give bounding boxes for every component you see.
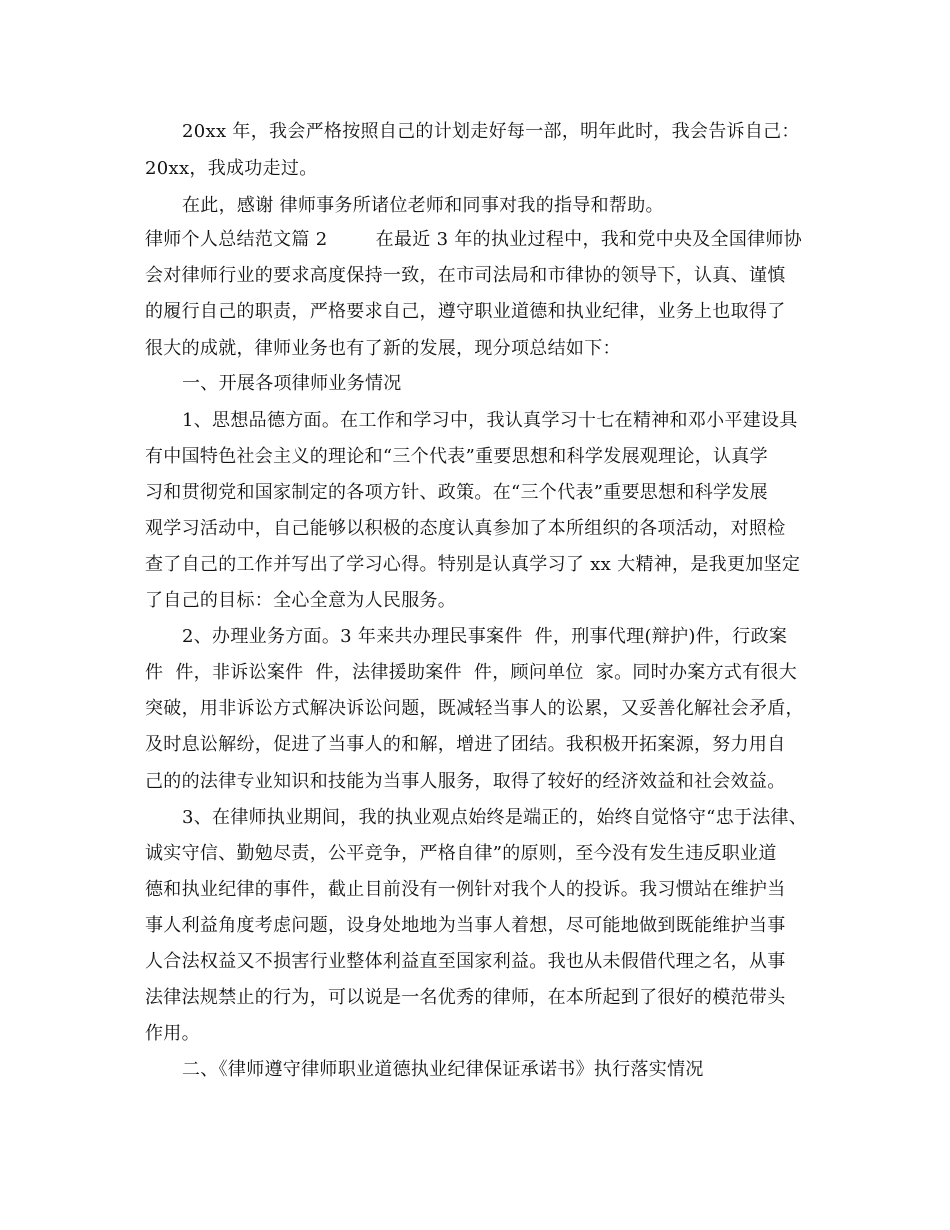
- paragraph-line: 诚实守信、勤勉尽责，公平竞争，严格自律”的原则，至今没有发生违反职业道: [145, 843, 777, 864]
- paragraph-line: 了自己的目标：全心全意为人民服务。: [145, 590, 457, 611]
- paragraph-line: 德和执业纪律的事件，截止目前没有一例针对我个人的投诉。我习惯站在维护当: [145, 879, 786, 900]
- paragraph-line: 2、办理业务方面。3 年来共办理民事案件 件，刑事代理(辩护)件，行政案: [182, 626, 788, 647]
- paragraph-line: 在此，感谢 律师事务所诸位老师和同事对我的指导和帮助。: [182, 195, 664, 216]
- section-heading-line: 律师个人总结范文篇 2 在最近 3 年的执业过程中，我和党中央及全国律师协: [145, 229, 803, 250]
- paragraph-line: 的履行自己的职责，严格要求自己，遵守职业道德和执业纪律，业务上也取得了: [145, 301, 786, 322]
- paragraph-line: 1、思想品德方面。在工作和学习中，我认真学习十七在精神和邓小平建设具: [182, 410, 798, 431]
- paragraph-line: 观学习活动中，自己能够以积极的态度认真参加了本所组织的各项活动，对照检: [145, 518, 786, 539]
- paragraph-line: 习和贯彻党和国家制定的各项方针、政策。在“三个代表”重要思想和科学发展: [145, 482, 768, 503]
- paragraph-line: 会对律师行业的要求高度保持一致，在市司法局和市律协的领导下，认真、谨慎: [145, 265, 786, 286]
- paragraph-line: 己的的法律专业知识和技能为当事人服务，取得了较好的经济效益和社会效益。: [145, 771, 786, 792]
- paragraph-line: 件 件，非诉讼案件 件，法律援助案件 件，顾问单位 家。同时办案方式有很大: [145, 662, 798, 683]
- paragraph-line: 很大的成就，律师业务也有了新的发展，现分项总结如下：: [145, 338, 621, 359]
- paragraph-line: 查了自己的工作并写出了学习心得。特别是认真学习了 xx 大精神，是我更加坚定: [145, 554, 801, 575]
- paragraph-line: 20xx，我成功走过。: [145, 158, 318, 179]
- paragraph-line: 人合法权益又不损害行业整体利益直至国家利益。我也从未假借代理之名，从事: [145, 951, 786, 972]
- paragraph-line: 20xx 年，我会严格按照自己的计划走好每一部，明年此时，我会告诉自己：: [182, 121, 800, 142]
- paragraph-line: 作用。: [145, 1023, 200, 1044]
- paragraph-line: 有中国特色社会主义的理论和“三个代表”重要思想和科学发展观理论，认真学: [145, 446, 768, 467]
- paragraph-line: 法律法规禁止的行为，可以说是一名优秀的律师，在本所起到了很好的模范带头: [145, 987, 786, 1008]
- subheading-line: 二、《律师遵守律师职业道德执业纪律保证承诺书》执行落实情况: [182, 1059, 704, 1080]
- paragraph-line: 事人利益角度考虑问题，设身处地地为当事人着想，尽可能地做到既能维护当事: [145, 915, 786, 936]
- paragraph-line: 及时息讼解纷，促进了当事人的和解，增进了团结。我积极开拓案源，努力用自: [145, 734, 786, 755]
- paragraph-line: 3、在律师执业期间，我的执业观点始终是端正的，始终自觉恪守“忠于法律、: [182, 807, 808, 828]
- subheading-line: 一、开展各项律师业务情况: [182, 373, 402, 394]
- paragraph-line: 突破，用非诉讼方式解决诉讼问题，既减轻当事人的讼累，又妥善化解社会矛盾，: [145, 698, 804, 719]
